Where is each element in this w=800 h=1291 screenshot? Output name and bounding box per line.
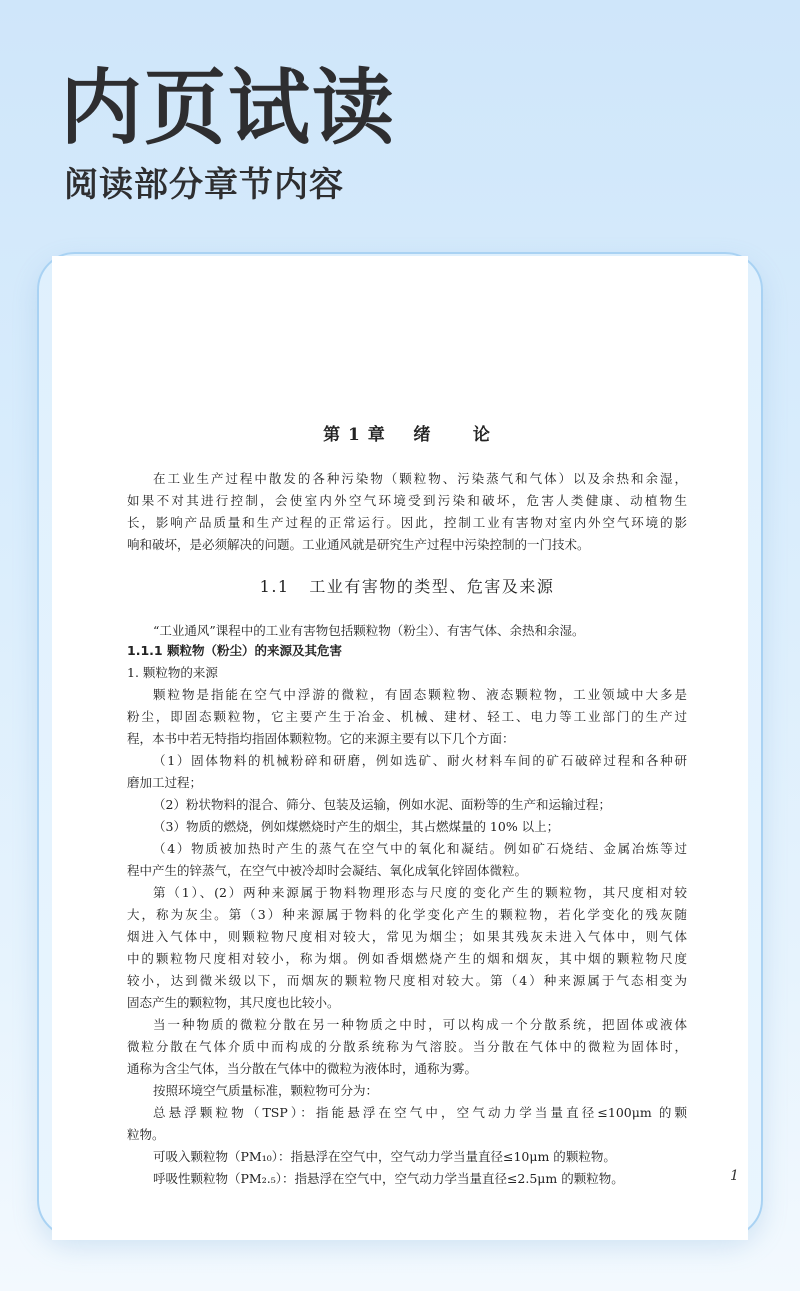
text-line: 当一种物质的微粒分散在另一种物质之中时，可以构成一个分散系统，把固体或液体 bbox=[153, 1017, 687, 1032]
text-line: 第（1）、(2）两种来源属于物料物理形态与尺度的变化产生的颗粒物，其尺度相对较 bbox=[153, 885, 687, 900]
intro-paragraph bbox=[127, 468, 687, 556]
definition-tsp: 总悬浮颗粒物（TSP）：指能悬浮在空气中，空气动力学当量直径≤100μm 的颗 bbox=[153, 1105, 687, 1120]
definition-pm10: 可吸入颗粒物（PM₁₀）：指悬浮在空气中，空气动力学当量直径≤10μm 的颗粒物。 bbox=[153, 1149, 616, 1164]
text-line: 较小，达到微米级以下，而烟灰的颗粒物尺度相对较大。第（4）种来源属于气态相变为 bbox=[127, 973, 687, 988]
page-title: 内页试读 bbox=[60, 61, 397, 156]
text-line: 通称为含尘气体，当分散在气体中的微粒为液体时，通称为雾。 bbox=[127, 1061, 478, 1076]
section-intro bbox=[127, 620, 687, 642]
text-line: 烟进入气体中，则颗粒物尺度相对较大，常见为烟尘；如果其残灰未进入气体中，则气体 bbox=[127, 929, 687, 944]
list-item: 磨加工过程； bbox=[127, 775, 203, 790]
chapter-title: 第 1 章 绪 论 bbox=[323, 425, 491, 445]
text-line: 粉尘，即固态颗粒物，它主要产生于冶金、机械、建材、轻工、电力等工业部门的生产过 bbox=[127, 709, 687, 724]
list-item: （3）物质的燃烧，例如煤燃烧时产生的烟尘，其占燃煤量的 10% 以上； bbox=[153, 819, 560, 834]
text-line: 固态产生的颗粒物，其尺度也比较小。 bbox=[127, 995, 340, 1010]
list-item: （4）物质被加热时产生的蒸气在空气中的氧化和凝结。例如矿石烧结、金属冶炼等过 bbox=[153, 841, 687, 856]
text-line: 响和破坏，是必须解决的问题。工业通风就是研究生产过程中污染控制的一门技术。 bbox=[127, 537, 590, 552]
subsection-title: 1.1.1 颗粒物（粉尘）的来源及其危害 bbox=[127, 643, 342, 658]
text-line: 长，影响产品质量和生产过程的正常运行。因此，控制工业有害物对室内外空气环境的影 bbox=[127, 515, 687, 530]
list-item: （1）固体物料的机械粉碎和研磨，例如选矿、耐火材料车间的矿石破碎过程和各种研 bbox=[153, 753, 687, 768]
list-item: 程中产生的锌蒸气，在空气中被冷却时会凝结、氧化成氧化锌固体微粒。 bbox=[127, 863, 528, 878]
paragraph-sources bbox=[127, 684, 687, 1190]
definition-tsp: 粒物。 bbox=[127, 1127, 165, 1142]
definition-pm25: 呼吸性颗粒物（PM₂.₅）：指悬浮在空气中，空气动力学当量直径≤2.5μm 的颗粒物。 bbox=[153, 1171, 624, 1186]
item-title: 1. 颗粒物的来源 bbox=[127, 665, 218, 680]
list-item: （2）粉状物料的混合、筛分、包装及运输，例如水泥、面粉等的生产和运输过程； bbox=[153, 797, 611, 812]
text-line: 微粒分散在气体介质中而构成的分散系统称为气溶胶。当分散在气体中的微粒为固体时， bbox=[127, 1039, 687, 1054]
text-line: 如果不对其进行控制，会使室内外空气环境受到污染和破坏，危害人类健康、动植物生 bbox=[127, 493, 687, 508]
text-line: 按照环境空气质量标准，颗粒物可分为： bbox=[153, 1083, 379, 1098]
text-line: 程，本书中若无特指均指固体颗粒物。它的来源主要有以下几个方面： bbox=[127, 731, 515, 746]
book-page bbox=[52, 256, 748, 1240]
page-subtitle: 阅读部分章节内容 bbox=[64, 165, 344, 205]
text-line: 在工业生产过程中散发的各种污染物（颗粒物、污染蒸气和气体）以及余热和余湿， bbox=[153, 471, 687, 486]
text-line: “工业通风”课程中的工业有害物包括颗粒物（粉尘）、有害气体、余热和余湿。 bbox=[153, 623, 585, 638]
text-line: 中的颗粒物尺度相对较小，称为烟。例如香烟燃烧产生的烟和烟灰，其中烟的颗粒物尺度 bbox=[127, 951, 687, 966]
page-number: 1 bbox=[730, 1168, 739, 1184]
text-line: 颗粒物是指能在空气中浮游的微粒，有固态颗粒物、液态颗粒物，工业领域中大多是 bbox=[153, 687, 687, 702]
text-line: 大，称为灰尘。第（3）种来源属于物料的化学变化产生的颗粒物，若化学变化的残灰随 bbox=[127, 907, 687, 922]
section-title: 1.1 工业有害物的类型、危害及来源 bbox=[259, 577, 555, 596]
